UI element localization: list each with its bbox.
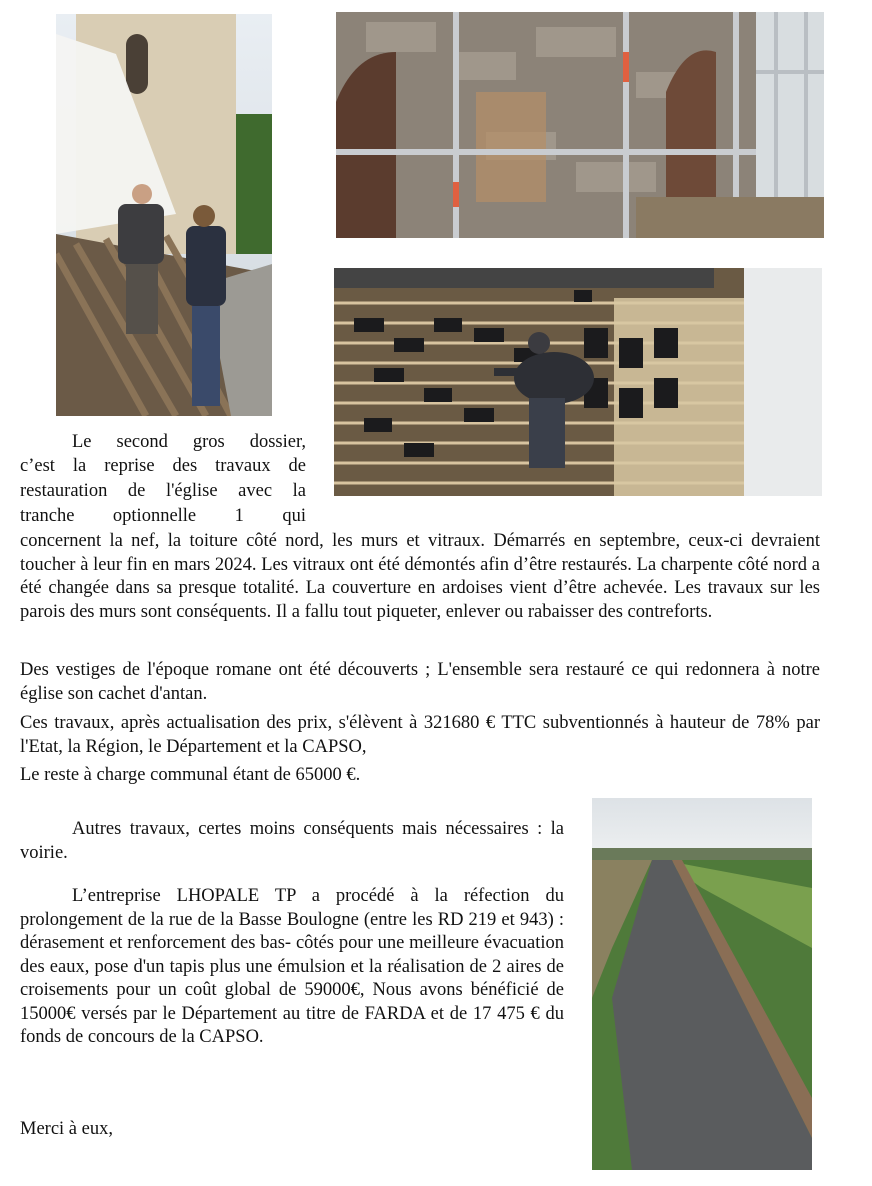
paragraph-church-cost: Ces travaux, après actualisation des prix, s'élèvent à 321680 € TTC subventionnés à hauteur de 78% par l'Etat, la Région, le Département et la CAPSO, [20, 713, 820, 757]
text-line: tranche optionnelle 1 qui [20, 506, 306, 526]
paragraph-road-works: L’entreprise LHOPALE TP a procédé à la réfection du prolongement de la rue de la Basse Boulogne (entre les RD 219 et 943) : dérasement et renforcement des bas- côtés pour une meilleure évacuation des eaux, pose d'un tapis plus une émulsion et la réalisation de 2 aires de croisements pour un coût global de 59000€, Nous avons bénéficié de 15000€ versés par le Département au titre de FARDA et de 17 475 € du fonds de concours de la CAPSO. [20, 886, 564, 1047]
photo-roof-slate-installation [334, 268, 822, 496]
paragraph-church-works: concernent la nef, la toiture côté nord, les murs et vitraux. Démarrés en septembre, ceux-ci devraient toucher à leur fin en mars 2024. Les vitraux ont été démontés afin d’être restaurés. La charpente côté nord a été changée dans sa presque totalité. La couverture en ardoises vient d’être achevée. Les travaux sur les parois des murs sont conséquents. Il a fallu tout piqueter, enlever ou rabaisser des contreforts. [20, 531, 820, 622]
text-line: restauration de l'église avec la [20, 481, 306, 501]
text-line: Le second gros dossier, [72, 432, 306, 452]
paragraph-remaining-cost: Le reste à charge communal étant de 65000 €. [20, 765, 361, 785]
paragraph-romanesque-remains: Des vestiges de l'époque romane ont été découverts ; L'ensemble sera restauré ce qui redonnera à notre église son cachet d'antan. [20, 660, 820, 704]
paragraph-road-intro: Autres travaux, certes moins conséquents mais nécessaires : la voirie. [20, 819, 564, 863]
paragraph-thanks: Merci à eux, [20, 1119, 113, 1139]
text-line: c’est la reprise des travaux de [20, 456, 306, 476]
photo-rural-road [592, 798, 812, 1170]
photo-church-wall-scaffolding [336, 12, 824, 238]
photo-church-roof-frame-visit [56, 14, 272, 416]
